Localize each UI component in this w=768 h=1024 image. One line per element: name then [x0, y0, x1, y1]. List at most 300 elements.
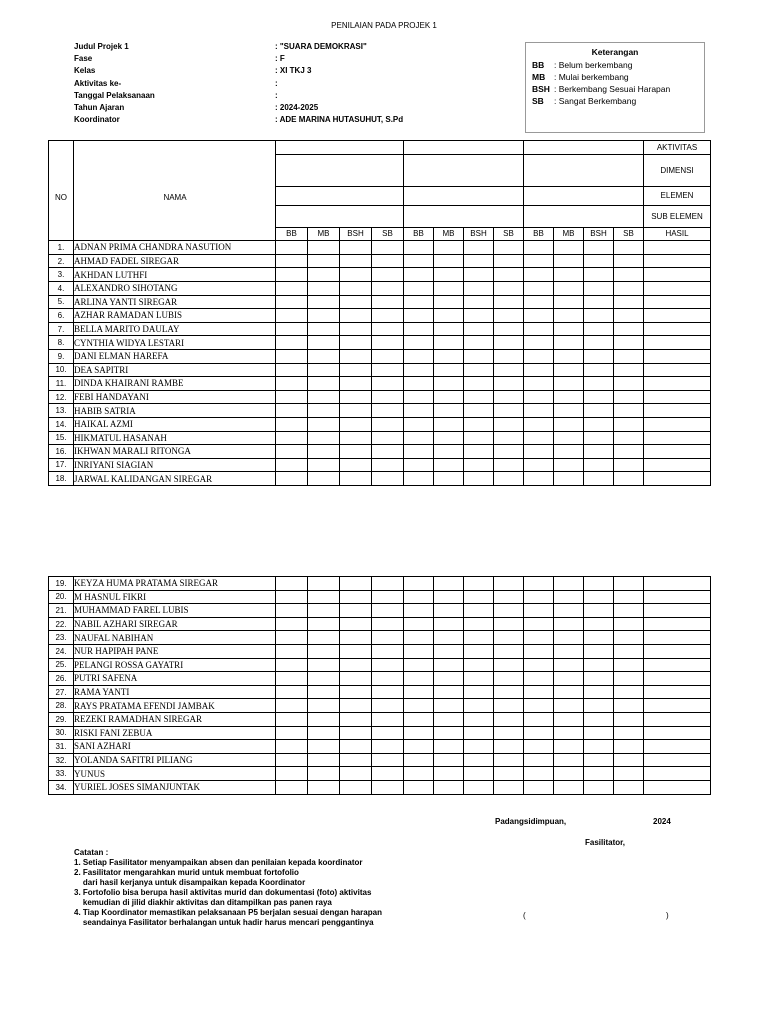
- grade-cell[interactable]: [276, 431, 308, 445]
- grade-cell[interactable]: [308, 322, 340, 336]
- grade-cell[interactable]: [584, 295, 614, 309]
- grade-cell[interactable]: [554, 363, 584, 377]
- grade-cell[interactable]: [340, 254, 372, 268]
- grade-cell[interactable]: [434, 336, 464, 350]
- grade-cell[interactable]: [276, 604, 308, 618]
- grade-cell[interactable]: [340, 590, 372, 604]
- grade-cell[interactable]: [276, 590, 308, 604]
- grade-cell[interactable]: [404, 349, 434, 363]
- grade-cell[interactable]: [494, 740, 524, 754]
- hasil-cell[interactable]: [644, 726, 711, 740]
- grade-cell[interactable]: [494, 604, 524, 618]
- grade-cell[interactable]: [340, 377, 372, 391]
- grade-cell[interactable]: [464, 780, 494, 794]
- grade-cell[interactable]: [372, 753, 404, 767]
- grade-cell[interactable]: [276, 390, 308, 404]
- grade-cell[interactable]: [372, 590, 404, 604]
- grade-cell[interactable]: [276, 295, 308, 309]
- grade-cell[interactable]: [494, 780, 524, 794]
- grade-cell[interactable]: [404, 458, 434, 472]
- hasil-cell[interactable]: [644, 363, 711, 377]
- grade-cell[interactable]: [614, 309, 644, 323]
- grade-cell[interactable]: [404, 726, 434, 740]
- grade-cell[interactable]: [524, 268, 554, 282]
- grade-cell[interactable]: [584, 281, 614, 295]
- grade-cell[interactable]: [340, 472, 372, 486]
- grade-cell[interactable]: [464, 740, 494, 754]
- grade-cell[interactable]: [584, 577, 614, 591]
- grade-cell[interactable]: [464, 672, 494, 686]
- grade-cell[interactable]: [308, 363, 340, 377]
- grade-cell[interactable]: [614, 604, 644, 618]
- grade-cell[interactable]: [276, 377, 308, 391]
- grade-cell[interactable]: [308, 631, 340, 645]
- grade-cell[interactable]: [372, 241, 404, 255]
- grade-cell[interactable]: [464, 241, 494, 255]
- grade-cell[interactable]: [434, 699, 464, 713]
- hasil-cell[interactable]: [644, 431, 711, 445]
- grade-cell[interactable]: [464, 377, 494, 391]
- grade-cell[interactable]: [584, 767, 614, 781]
- grade-cell[interactable]: [404, 753, 434, 767]
- grade-cell[interactable]: [308, 780, 340, 794]
- grade-cell[interactable]: [464, 295, 494, 309]
- grade-cell[interactable]: [494, 726, 524, 740]
- grade-cell[interactable]: [554, 254, 584, 268]
- grade-cell[interactable]: [554, 268, 584, 282]
- grade-cell[interactable]: [554, 431, 584, 445]
- grade-cell[interactable]: [584, 377, 614, 391]
- grade-cell[interactable]: [308, 254, 340, 268]
- grade-cell[interactable]: [494, 445, 524, 459]
- grade-cell[interactable]: [524, 658, 554, 672]
- grade-cell[interactable]: [404, 363, 434, 377]
- grade-cell[interactable]: [340, 458, 372, 472]
- hasil-cell[interactable]: [644, 577, 711, 591]
- grade-cell[interactable]: [464, 363, 494, 377]
- grade-cell[interactable]: [372, 458, 404, 472]
- grade-cell[interactable]: [372, 268, 404, 282]
- grade-cell[interactable]: [464, 349, 494, 363]
- grade-cell[interactable]: [614, 577, 644, 591]
- grade-cell[interactable]: [372, 404, 404, 418]
- grade-cell[interactable]: [584, 349, 614, 363]
- grade-cell[interactable]: [308, 685, 340, 699]
- grade-cell[interactable]: [614, 268, 644, 282]
- grade-cell[interactable]: [404, 322, 434, 336]
- grade-cell[interactable]: [434, 577, 464, 591]
- grade-cell[interactable]: [554, 577, 584, 591]
- grade-cell[interactable]: [308, 617, 340, 631]
- grade-cell[interactable]: [434, 458, 464, 472]
- grade-cell[interactable]: [554, 295, 584, 309]
- grade-cell[interactable]: [614, 241, 644, 255]
- grade-cell[interactable]: [554, 685, 584, 699]
- grade-cell[interactable]: [276, 404, 308, 418]
- hasil-cell[interactable]: [644, 658, 711, 672]
- grade-cell[interactable]: [464, 458, 494, 472]
- grade-cell[interactable]: [276, 631, 308, 645]
- grade-cell[interactable]: [494, 349, 524, 363]
- hasil-cell[interactable]: [644, 458, 711, 472]
- grade-cell[interactable]: [614, 363, 644, 377]
- grade-cell[interactable]: [372, 254, 404, 268]
- grade-cell[interactable]: [584, 753, 614, 767]
- grade-cell[interactable]: [524, 431, 554, 445]
- grade-cell[interactable]: [434, 349, 464, 363]
- grade-cell[interactable]: [372, 726, 404, 740]
- grade-cell[interactable]: [614, 712, 644, 726]
- grade-cell[interactable]: [494, 753, 524, 767]
- grade-cell[interactable]: [372, 672, 404, 686]
- grade-cell[interactable]: [494, 254, 524, 268]
- hasil-cell[interactable]: [644, 254, 711, 268]
- grade-cell[interactable]: [464, 431, 494, 445]
- grade-cell[interactable]: [276, 577, 308, 591]
- grade-cell[interactable]: [434, 472, 464, 486]
- grade-cell[interactable]: [434, 241, 464, 255]
- grade-cell[interactable]: [404, 699, 434, 713]
- grade-cell[interactable]: [276, 363, 308, 377]
- grade-cell[interactable]: [308, 336, 340, 350]
- grade-cell[interactable]: [554, 712, 584, 726]
- grade-cell[interactable]: [404, 295, 434, 309]
- grade-cell[interactable]: [554, 699, 584, 713]
- grade-cell[interactable]: [464, 268, 494, 282]
- grade-cell[interactable]: [434, 672, 464, 686]
- grade-cell[interactable]: [434, 604, 464, 618]
- grade-cell[interactable]: [276, 472, 308, 486]
- hasil-cell[interactable]: [644, 390, 711, 404]
- grade-cell[interactable]: [434, 726, 464, 740]
- grade-cell[interactable]: [584, 672, 614, 686]
- grade-cell[interactable]: [584, 322, 614, 336]
- grade-cell[interactable]: [464, 631, 494, 645]
- grade-cell[interactable]: [554, 767, 584, 781]
- grade-cell[interactable]: [340, 672, 372, 686]
- grade-cell[interactable]: [494, 377, 524, 391]
- hasil-cell[interactable]: [644, 417, 711, 431]
- grade-cell[interactable]: [524, 726, 554, 740]
- grade-cell[interactable]: [404, 604, 434, 618]
- grade-cell[interactable]: [340, 644, 372, 658]
- grade-cell[interactable]: [308, 309, 340, 323]
- grade-cell[interactable]: [524, 417, 554, 431]
- grade-cell[interactable]: [524, 349, 554, 363]
- grade-cell[interactable]: [464, 590, 494, 604]
- grade-cell[interactable]: [584, 336, 614, 350]
- grade-cell[interactable]: [494, 241, 524, 255]
- grade-cell[interactable]: [434, 712, 464, 726]
- grade-cell[interactable]: [584, 740, 614, 754]
- grade-cell[interactable]: [464, 390, 494, 404]
- grade-cell[interactable]: [524, 295, 554, 309]
- grade-cell[interactable]: [340, 577, 372, 591]
- grade-cell[interactable]: [276, 780, 308, 794]
- grade-cell[interactable]: [524, 604, 554, 618]
- grade-cell[interactable]: [584, 445, 614, 459]
- grade-cell[interactable]: [340, 740, 372, 754]
- grade-cell[interactable]: [554, 740, 584, 754]
- grade-cell[interactable]: [308, 740, 340, 754]
- grade-cell[interactable]: [524, 363, 554, 377]
- grade-cell[interactable]: [614, 617, 644, 631]
- grade-cell[interactable]: [308, 767, 340, 781]
- grade-cell[interactable]: [524, 472, 554, 486]
- grade-cell[interactable]: [584, 726, 614, 740]
- grade-cell[interactable]: [340, 712, 372, 726]
- grade-cell[interactable]: [434, 658, 464, 672]
- grade-cell[interactable]: [614, 631, 644, 645]
- grade-cell[interactable]: [434, 445, 464, 459]
- grade-cell[interactable]: [584, 617, 614, 631]
- grade-cell[interactable]: [434, 780, 464, 794]
- grade-cell[interactable]: [494, 268, 524, 282]
- grade-cell[interactable]: [554, 644, 584, 658]
- hasil-cell[interactable]: [644, 631, 711, 645]
- grade-cell[interactable]: [340, 767, 372, 781]
- grade-cell[interactable]: [404, 417, 434, 431]
- grade-cell[interactable]: [584, 363, 614, 377]
- grade-cell[interactable]: [524, 631, 554, 645]
- grade-cell[interactable]: [464, 445, 494, 459]
- hasil-cell[interactable]: [644, 685, 711, 699]
- grade-cell[interactable]: [494, 472, 524, 486]
- grade-cell[interactable]: [404, 336, 434, 350]
- grade-cell[interactable]: [372, 658, 404, 672]
- grade-cell[interactable]: [524, 780, 554, 794]
- grade-cell[interactable]: [308, 390, 340, 404]
- hasil-cell[interactable]: [644, 241, 711, 255]
- grade-cell[interactable]: [340, 309, 372, 323]
- grade-cell[interactable]: [372, 377, 404, 391]
- grade-cell[interactable]: [404, 309, 434, 323]
- grade-cell[interactable]: [464, 309, 494, 323]
- grade-cell[interactable]: [464, 767, 494, 781]
- grade-cell[interactable]: [494, 404, 524, 418]
- grade-cell[interactable]: [404, 767, 434, 781]
- grade-cell[interactable]: [614, 390, 644, 404]
- grade-cell[interactable]: [584, 644, 614, 658]
- grade-cell[interactable]: [614, 431, 644, 445]
- grade-cell[interactable]: [554, 322, 584, 336]
- grade-cell[interactable]: [584, 658, 614, 672]
- grade-cell[interactable]: [584, 699, 614, 713]
- grade-cell[interactable]: [434, 377, 464, 391]
- grade-cell[interactable]: [524, 390, 554, 404]
- grade-cell[interactable]: [276, 336, 308, 350]
- grade-cell[interactable]: [404, 658, 434, 672]
- grade-cell[interactable]: [434, 644, 464, 658]
- hasil-cell[interactable]: [644, 753, 711, 767]
- grade-cell[interactable]: [434, 753, 464, 767]
- hasil-cell[interactable]: [644, 590, 711, 604]
- grade-cell[interactable]: [464, 577, 494, 591]
- grade-cell[interactable]: [404, 617, 434, 631]
- grade-cell[interactable]: [372, 322, 404, 336]
- grade-cell[interactable]: [494, 431, 524, 445]
- grade-cell[interactable]: [494, 458, 524, 472]
- grade-cell[interactable]: [494, 363, 524, 377]
- grade-cell[interactable]: [494, 322, 524, 336]
- grade-cell[interactable]: [554, 404, 584, 418]
- grade-cell[interactable]: [276, 458, 308, 472]
- grade-cell[interactable]: [524, 577, 554, 591]
- grade-cell[interactable]: [308, 604, 340, 618]
- grade-cell[interactable]: [404, 685, 434, 699]
- grade-cell[interactable]: [404, 712, 434, 726]
- grade-cell[interactable]: [340, 753, 372, 767]
- grade-cell[interactable]: [494, 336, 524, 350]
- grade-cell[interactable]: [554, 458, 584, 472]
- grade-cell[interactable]: [524, 753, 554, 767]
- grade-cell[interactable]: [276, 322, 308, 336]
- grade-cell[interactable]: [404, 644, 434, 658]
- hasil-cell[interactable]: [644, 780, 711, 794]
- grade-cell[interactable]: [434, 631, 464, 645]
- grade-cell[interactable]: [494, 712, 524, 726]
- grade-cell[interactable]: [554, 631, 584, 645]
- grade-cell[interactable]: [340, 336, 372, 350]
- grade-cell[interactable]: [464, 699, 494, 713]
- grade-cell[interactable]: [308, 712, 340, 726]
- grade-cell[interactable]: [614, 658, 644, 672]
- grade-cell[interactable]: [404, 780, 434, 794]
- grade-cell[interactable]: [554, 617, 584, 631]
- hasil-cell[interactable]: [644, 309, 711, 323]
- grade-cell[interactable]: [308, 268, 340, 282]
- grade-cell[interactable]: [554, 445, 584, 459]
- grade-cell[interactable]: [614, 767, 644, 781]
- grade-cell[interactable]: [554, 780, 584, 794]
- grade-cell[interactable]: [372, 363, 404, 377]
- grade-cell[interactable]: [614, 472, 644, 486]
- grade-cell[interactable]: [494, 672, 524, 686]
- grade-cell[interactable]: [434, 322, 464, 336]
- grade-cell[interactable]: [464, 472, 494, 486]
- grade-cell[interactable]: [434, 390, 464, 404]
- grade-cell[interactable]: [464, 726, 494, 740]
- grade-cell[interactable]: [340, 431, 372, 445]
- grade-cell[interactable]: [276, 672, 308, 686]
- grade-cell[interactable]: [434, 617, 464, 631]
- grade-cell[interactable]: [584, 712, 614, 726]
- grade-cell[interactable]: [524, 767, 554, 781]
- grade-cell[interactable]: [372, 604, 404, 618]
- grade-cell[interactable]: [372, 699, 404, 713]
- grade-cell[interactable]: [372, 631, 404, 645]
- grade-cell[interactable]: [276, 349, 308, 363]
- grade-cell[interactable]: [276, 268, 308, 282]
- grade-cell[interactable]: [614, 336, 644, 350]
- grade-cell[interactable]: [524, 336, 554, 350]
- grade-cell[interactable]: [464, 712, 494, 726]
- grade-cell[interactable]: [494, 295, 524, 309]
- grade-cell[interactable]: [404, 254, 434, 268]
- grade-cell[interactable]: [340, 617, 372, 631]
- grade-cell[interactable]: [340, 685, 372, 699]
- hasil-cell[interactable]: [644, 712, 711, 726]
- grade-cell[interactable]: [308, 726, 340, 740]
- grade-cell[interactable]: [614, 349, 644, 363]
- grade-cell[interactable]: [614, 644, 644, 658]
- grade-cell[interactable]: [584, 404, 614, 418]
- grade-cell[interactable]: [524, 241, 554, 255]
- grade-cell[interactable]: [494, 590, 524, 604]
- grade-cell[interactable]: [404, 672, 434, 686]
- grade-cell[interactable]: [524, 740, 554, 754]
- hasil-cell[interactable]: [644, 644, 711, 658]
- hasil-cell[interactable]: [644, 322, 711, 336]
- hasil-cell[interactable]: [644, 672, 711, 686]
- grade-cell[interactable]: [276, 241, 308, 255]
- grade-cell[interactable]: [494, 644, 524, 658]
- hasil-cell[interactable]: [644, 295, 711, 309]
- grade-cell[interactable]: [308, 658, 340, 672]
- grade-cell[interactable]: [584, 254, 614, 268]
- grade-cell[interactable]: [614, 590, 644, 604]
- grade-cell[interactable]: [404, 590, 434, 604]
- grade-cell[interactable]: [434, 363, 464, 377]
- grade-cell[interactable]: [494, 577, 524, 591]
- grade-cell[interactable]: [494, 281, 524, 295]
- grade-cell[interactable]: [276, 445, 308, 459]
- hasil-cell[interactable]: [644, 472, 711, 486]
- grade-cell[interactable]: [404, 281, 434, 295]
- grade-cell[interactable]: [584, 241, 614, 255]
- hasil-cell[interactable]: [644, 604, 711, 618]
- grade-cell[interactable]: [554, 604, 584, 618]
- grade-cell[interactable]: [404, 472, 434, 486]
- grade-cell[interactable]: [524, 458, 554, 472]
- grade-cell[interactable]: [372, 431, 404, 445]
- grade-cell[interactable]: [584, 417, 614, 431]
- grade-cell[interactable]: [464, 604, 494, 618]
- grade-cell[interactable]: [524, 281, 554, 295]
- grade-cell[interactable]: [308, 377, 340, 391]
- grade-cell[interactable]: [308, 445, 340, 459]
- grade-cell[interactable]: [340, 390, 372, 404]
- grade-cell[interactable]: [494, 417, 524, 431]
- grade-cell[interactable]: [584, 390, 614, 404]
- hasil-cell[interactable]: [644, 281, 711, 295]
- grade-cell[interactable]: [372, 577, 404, 591]
- grade-cell[interactable]: [584, 590, 614, 604]
- grade-cell[interactable]: [372, 417, 404, 431]
- grade-cell[interactable]: [276, 417, 308, 431]
- grade-cell[interactable]: [276, 281, 308, 295]
- grade-cell[interactable]: [276, 309, 308, 323]
- hasil-cell[interactable]: [644, 617, 711, 631]
- grade-cell[interactable]: [584, 431, 614, 445]
- grade-cell[interactable]: [372, 740, 404, 754]
- grade-cell[interactable]: [434, 254, 464, 268]
- grade-cell[interactable]: [614, 685, 644, 699]
- grade-cell[interactable]: [554, 590, 584, 604]
- grade-cell[interactable]: [340, 445, 372, 459]
- grade-cell[interactable]: [554, 281, 584, 295]
- grade-cell[interactable]: [404, 377, 434, 391]
- grade-cell[interactable]: [276, 685, 308, 699]
- grade-cell[interactable]: [340, 349, 372, 363]
- grade-cell[interactable]: [524, 685, 554, 699]
- grade-cell[interactable]: [464, 404, 494, 418]
- grade-cell[interactable]: [308, 699, 340, 713]
- grade-cell[interactable]: [614, 417, 644, 431]
- grade-cell[interactable]: [340, 726, 372, 740]
- grade-cell[interactable]: [340, 241, 372, 255]
- grade-cell[interactable]: [494, 631, 524, 645]
